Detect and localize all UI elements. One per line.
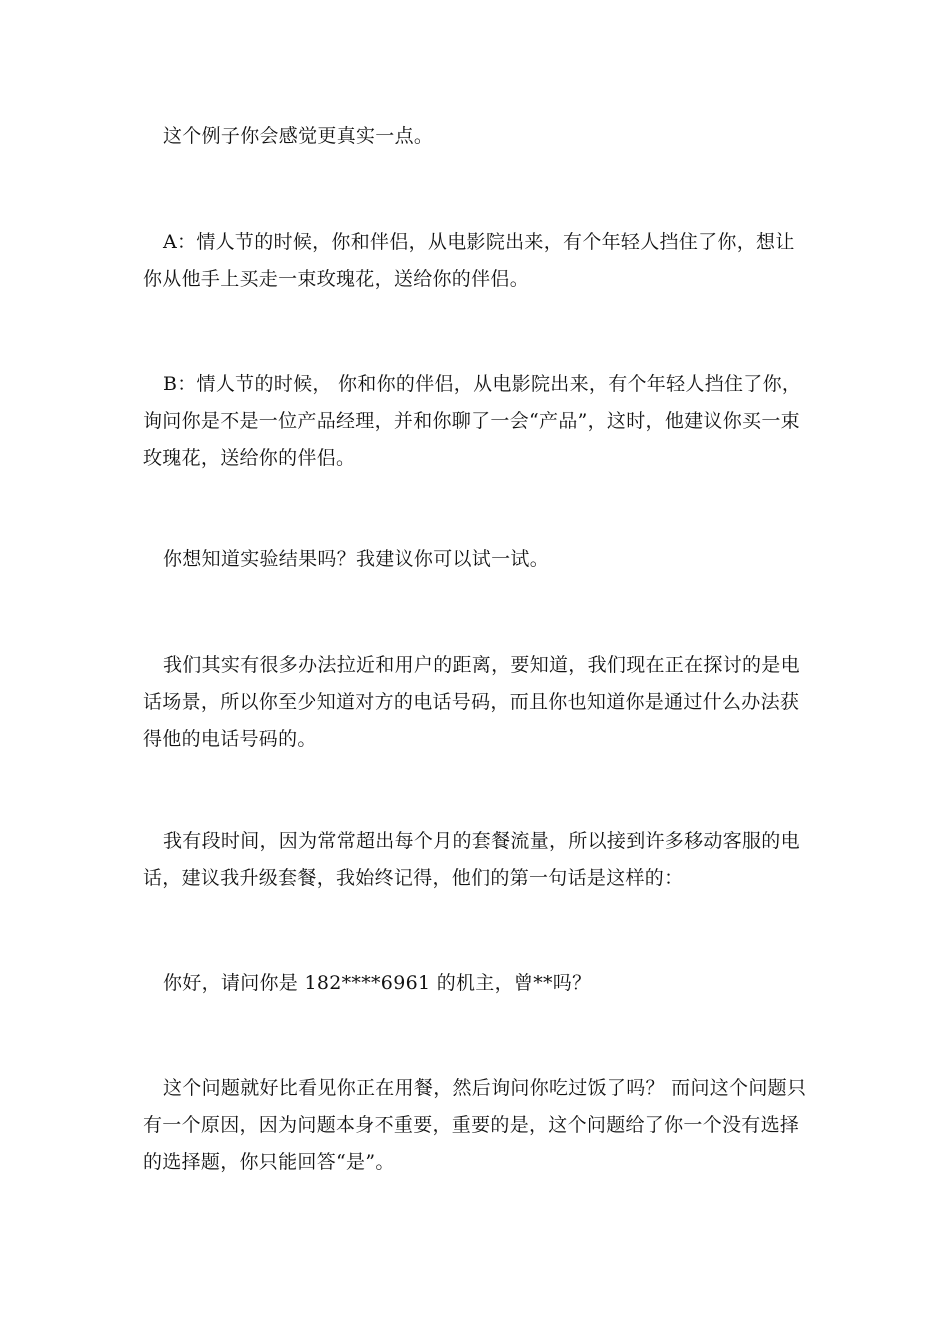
paragraph-customer-service: 我有段时间，因为常常超出每个月的套餐流量，所以接到许多移动客服的电话，建议我升级套餐，我始终记得，他们的第一句话是这样的： [143,830,800,889]
paragraph-greeting: 你好，请问你是 182****6961 的机主，曾**吗？ [163,972,592,994]
paragraph-intro: 这个例子你会感觉更真实一点。 [163,125,434,147]
paragraph-example-b: B：情人节的时候， 你和你的伴侣，从电影院出来，有个年轻人挡住了你，询问你是不是一位产品经理，并和你聊了一会“产品”，这时，他建议你买一束玫瑰花，送给你的伴侣。 [143,373,802,469]
paragraph-experiment: 你想知道实验结果吗？我建议你可以试一试。 [163,548,550,570]
paragraph-example-a: A：情人节的时候，你和伴侣，从电影院出来，有个年轻人挡住了你，想让你从他手上买走一束玫瑰花，送给你的伴侣。 [143,231,795,290]
paragraph-explanation: 这个问题就好比看见你正在用餐，然后询问你吃过饭了吗？ 而问这个问题只有一个原因，因为问题本身不重要，重要的是，这个问题给了你一个没有选择的选择题，你只能回答“是”。 [143,1077,807,1173]
paragraph-phone-scenario: 我们其实有很多办法拉近和用户的距离，要知道，我们现在正在探讨的是电话场景，所以你至少知道对方的电话号码，而且你也知道你是通过什么办法获得他的电话号码的。 [143,654,800,750]
